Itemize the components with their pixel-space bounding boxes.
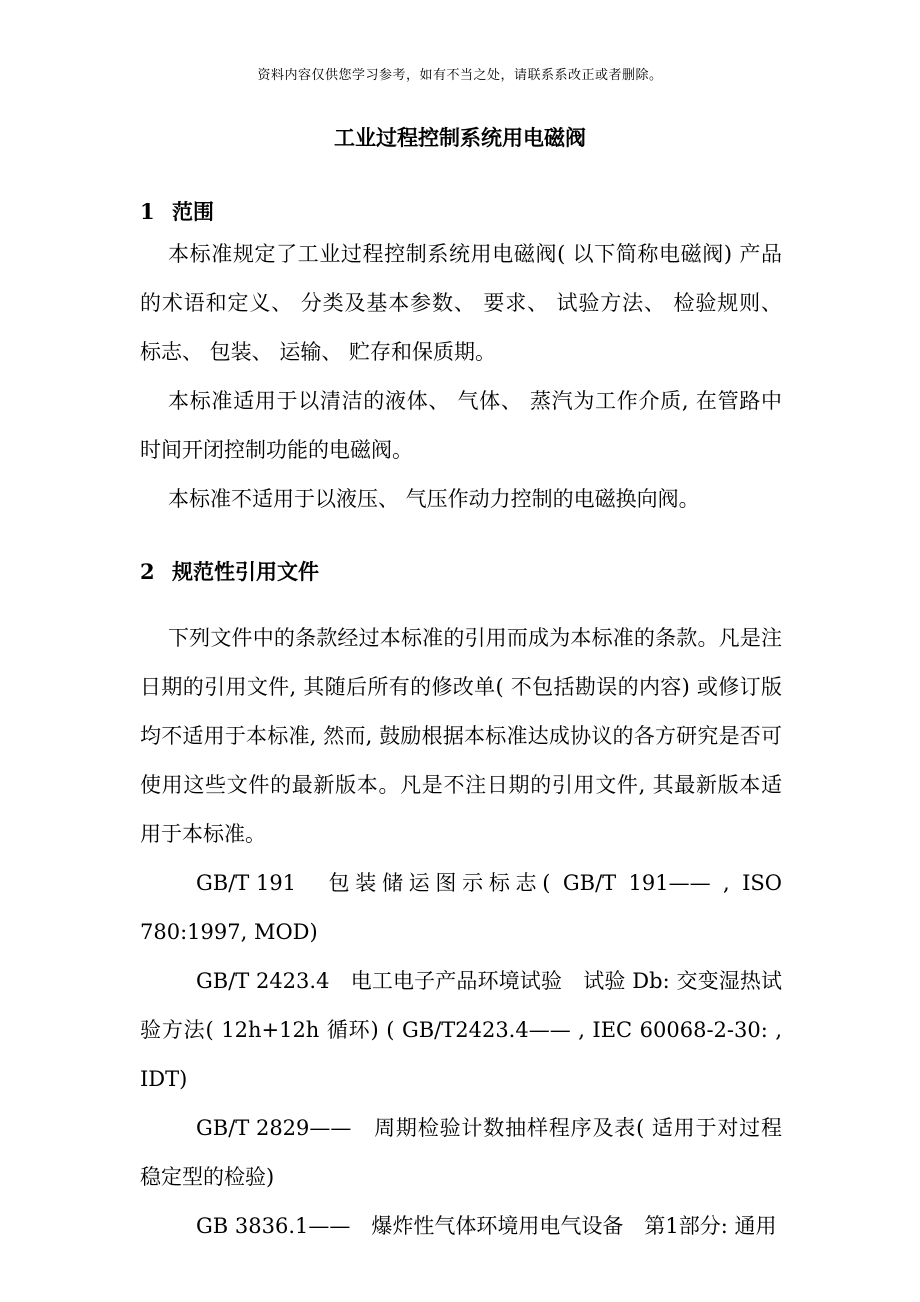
- section-2-heading: [140, 556, 319, 586]
- reference-id: GB/T 191: [196, 871, 297, 895]
- section-2-body: [140, 614, 782, 1251]
- document-title: 工业过程控制系统用电磁阀: [334, 125, 586, 150]
- reference-text: 包装储运图示标志( GB/T 191—— , ISO 780:1997, MOD): [140, 871, 783, 944]
- section-1-title: 范围: [172, 199, 214, 224]
- paragraph: 本标准不适用于以液压、 气压作动力控制的电磁换向阀。: [168, 487, 700, 511]
- section-1-heading: [140, 196, 214, 226]
- header-note: 资料内容仅供您学习参考，如有不当之处，请联系系改正或者删除。: [257, 68, 663, 83]
- reference-id: GB 3836.1——: [196, 1214, 351, 1238]
- paragraph: 本标准规定了工业过程控制系统用电磁阀( 以下简称电磁阀) 产品的术语和定义、 分类及基本参数、 要求、 试验方法、 检验规则、 标志、 包装、 运输、 贮存和保质期。: [140, 242, 782, 364]
- reference-item: [140, 859, 782, 957]
- reference-text: 电工电子产品环境试验 试验 Db: 交变湿热试验方法( 12h+12h 循环) ( GB/T2423.4—— , IEC 60068-2-30: , IDT): [140, 969, 782, 1091]
- paragraph: 本标准适用于以清洁的液体、 气体、 蒸汽为工作介质, 在管路中时间开闭控制功能的电磁阀。: [140, 389, 782, 462]
- reference-id: GB/T 2423.4: [196, 969, 330, 993]
- section-2-number: 2: [140, 559, 155, 584]
- section-1-number: 1: [140, 199, 155, 224]
- reference-item: [140, 957, 782, 1104]
- paragraph: 下列文件中的条款经过本标准的引用而成为本标准的条款。凡是注日期的引用文件, 其随后所有的修改单( 不包括勘误的内容) 或修订版均不适用于本标准, 然而, 鼓励根据本标准达成协议的各方研究是否可使用这些文件的最新版本。凡是不注日期的引用文件, 其最新版本适用于本标准。: [140, 626, 782, 846]
- section-2-title: 规范性引用文件: [172, 559, 319, 584]
- reference-text: 爆炸性气体环境用电气设备 第1部分: 通用: [371, 1214, 777, 1238]
- reference-text: 周期检验计数抽样程序及表( 适用于对过程稳定型的检验): [140, 1116, 782, 1189]
- section-1-body: [140, 230, 782, 524]
- reference-id: GB/T 2829——: [196, 1116, 352, 1140]
- reference-item: [140, 1202, 782, 1251]
- reference-item: [140, 1104, 782, 1202]
